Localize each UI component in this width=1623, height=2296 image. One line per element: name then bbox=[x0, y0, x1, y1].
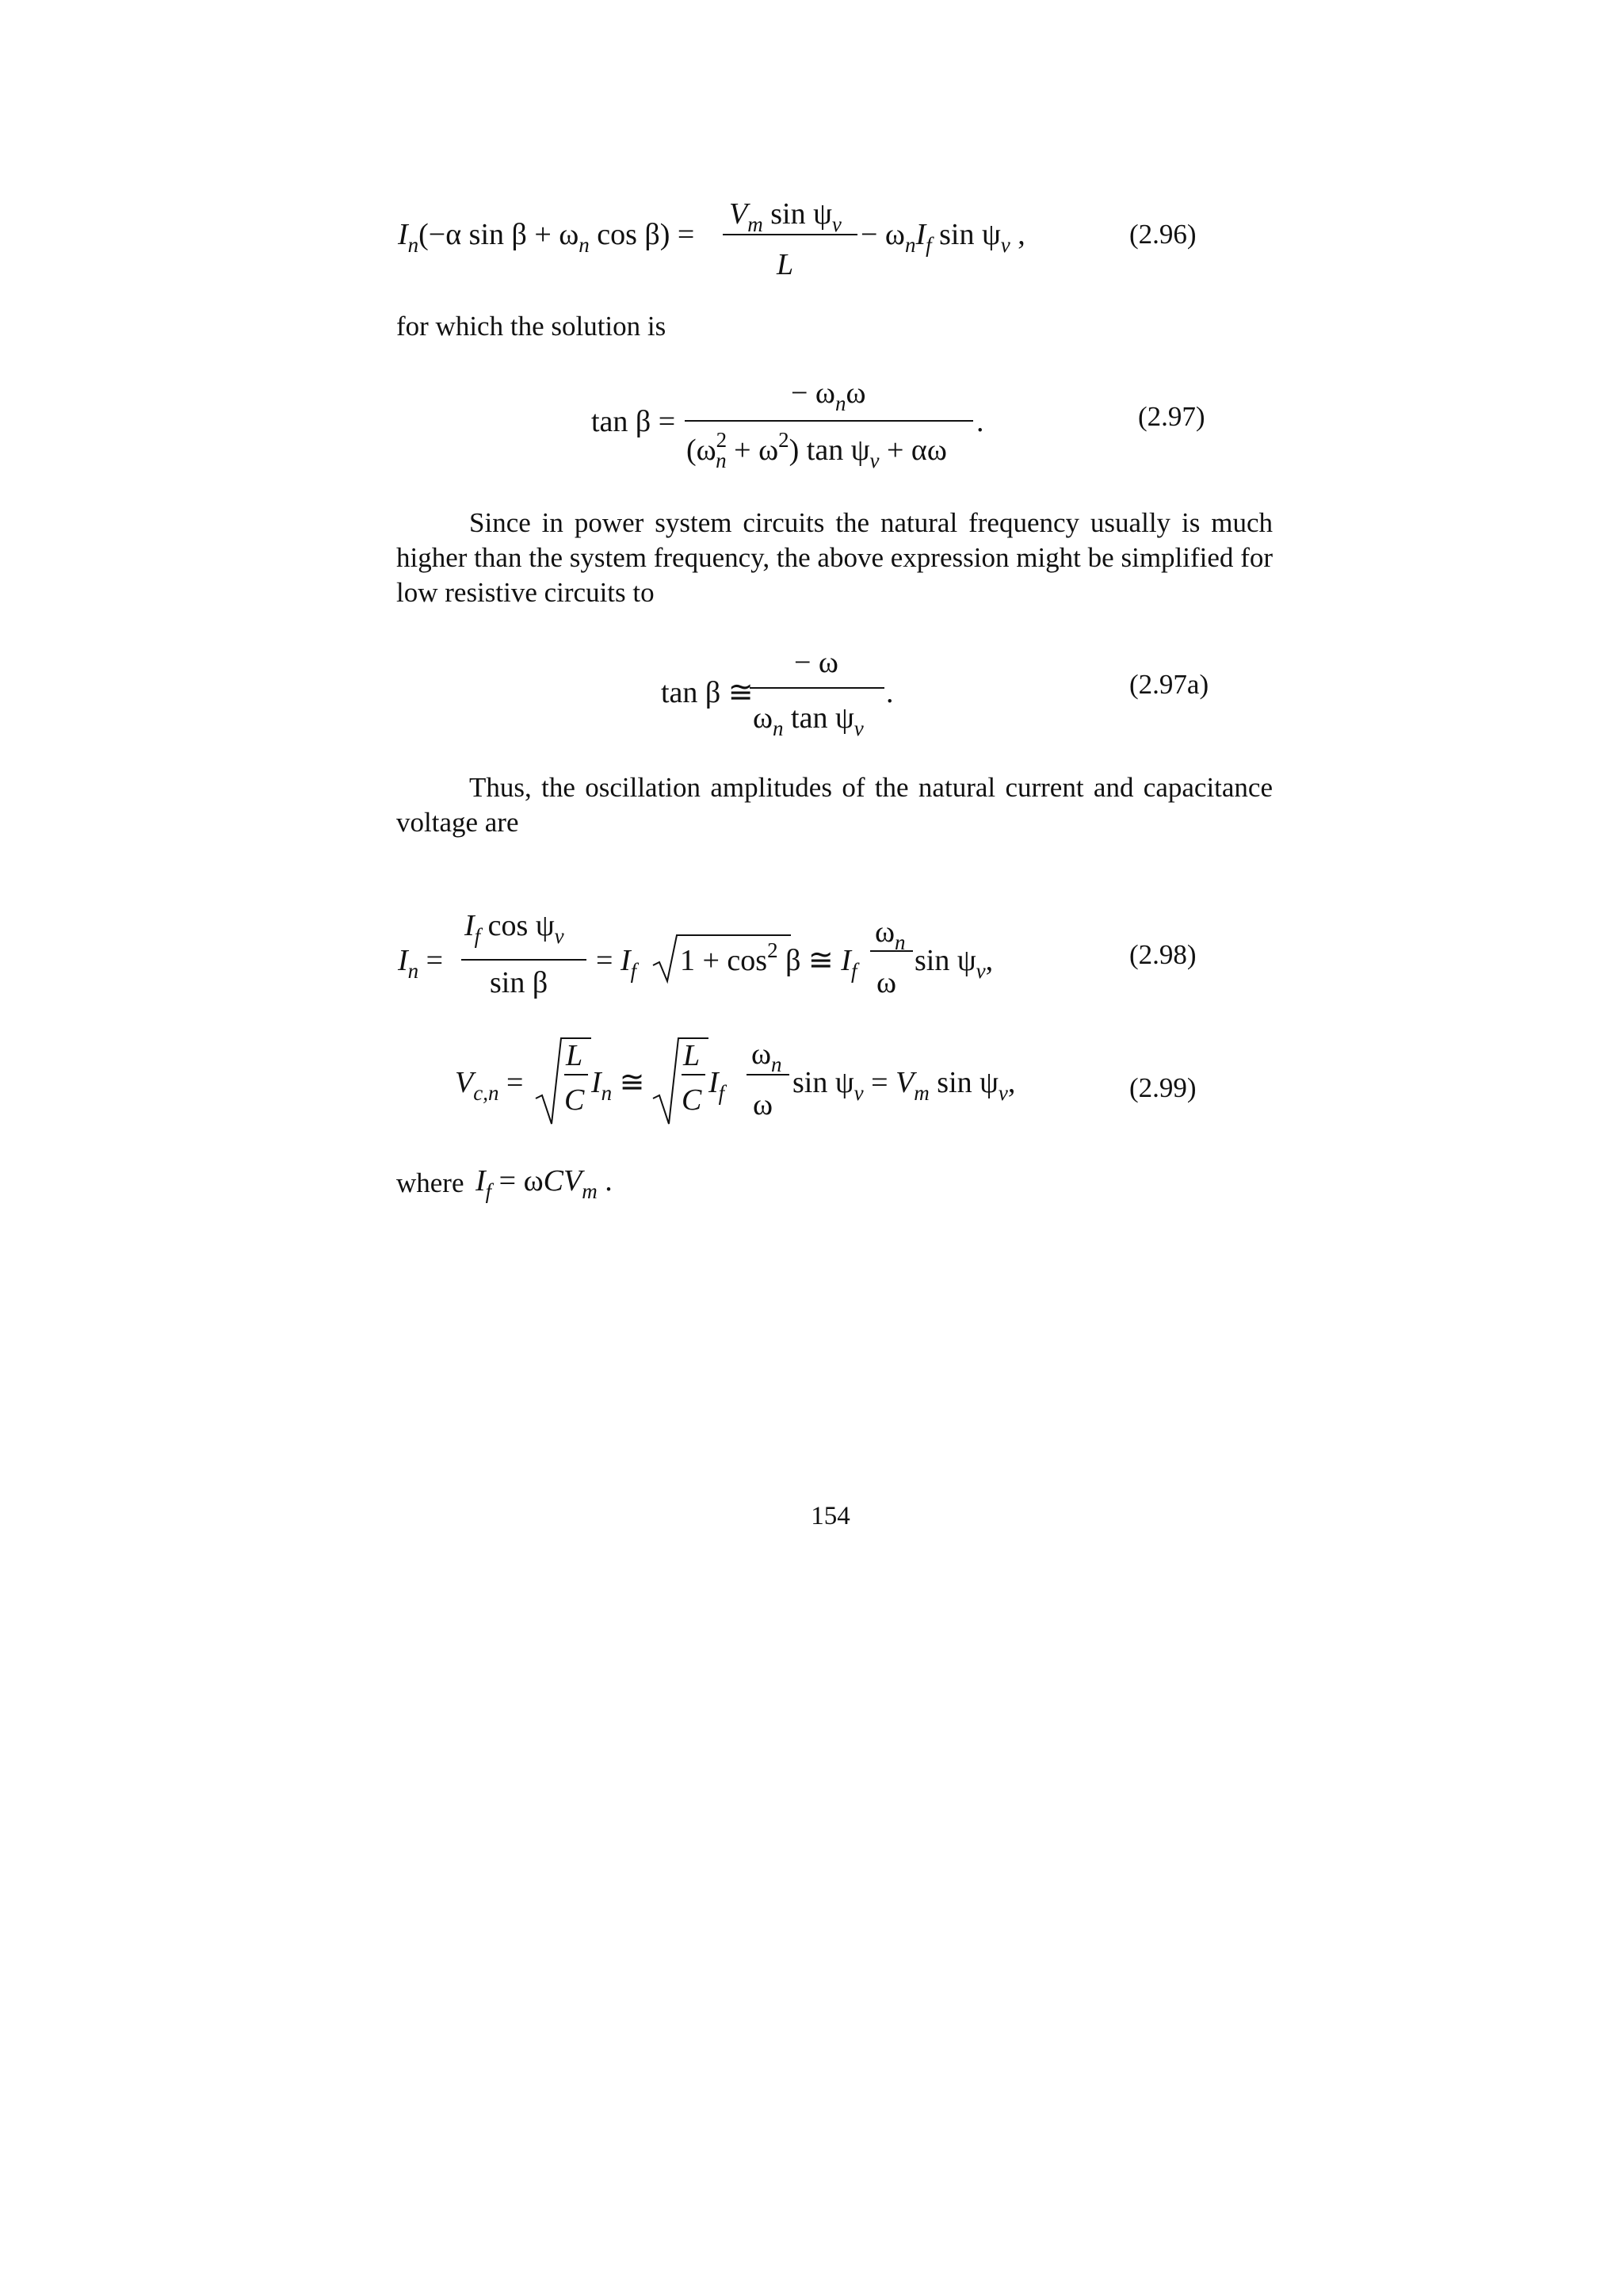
svg-text:sin ψv = Vm sin ψv,: $\sin \psi_v = V_m$ $\sin \psi_v$, bbox=[792, 1066, 1016, 1105]
svg-text:ω: ω bbox=[753, 1088, 773, 1121]
equation-2-97a bbox=[650, 640, 919, 743]
paragraph-solution-intro: for which the solution is bbox=[396, 311, 666, 342]
paragraph-oscillation-amplitudes bbox=[396, 770, 1273, 840]
svg-text:C: C bbox=[682, 1083, 702, 1117]
equation-2-97 bbox=[579, 372, 1022, 476]
svg-text:L: L bbox=[683, 1039, 701, 1072]
equation-number-2-96: (2.96) bbox=[1129, 219, 1197, 250]
svg-text:tan β ≅: tan β ≅ bbox=[661, 676, 754, 709]
svg-text:L: L bbox=[777, 248, 794, 281]
where-prefix: where bbox=[396, 1167, 464, 1198]
svg-text:.: . bbox=[886, 676, 894, 709]
svg-text:sin β: sin β bbox=[490, 966, 548, 999]
svg-text:If: $I_f$ bbox=[708, 1066, 725, 1105]
svg-text:− ωnω: − $\omega_n\omega$ bbox=[791, 376, 866, 415]
equation-number-2-98: (2.98) bbox=[1129, 939, 1197, 970]
svg-text:C: C bbox=[564, 1083, 585, 1117]
equation-number-2-99: (2.99) bbox=[1129, 1072, 1197, 1103]
svg-text:ωn tan ψv: $\omega_n$ $\tan \psi_v$ bbox=[753, 701, 864, 740]
svg-text:− ω: − ω bbox=[794, 646, 838, 679]
paragraph-natural-frequency bbox=[396, 506, 1273, 610]
svg-text:(ω2n + ω2) tan ψv + αω: ($\omega^2$ $n + \omega^2$) $\tan \psi_v + \alpha\omega$ bbox=[686, 428, 947, 472]
svg-text:L: L bbox=[566, 1039, 583, 1072]
svg-text:In(−α sin β + ωn cos β) =: $I_n(-\alpha$ $\sin \beta + \omega_n$ cos β) = bbox=[398, 218, 695, 257]
equation-2-98 bbox=[388, 904, 1070, 1014]
svg-text:Vc,n =: $V_{c,n}$ = bbox=[455, 1066, 524, 1105]
equation-if-definition bbox=[475, 1159, 666, 1214]
svg-text:sin ψv,: $\sin \psi_v$, bbox=[915, 944, 994, 983]
svg-text:tan β =: tan β = bbox=[591, 405, 676, 438]
equation-number-2-97: (2.97) bbox=[1138, 401, 1205, 432]
equation-number-2-97a: (2.97a) bbox=[1129, 669, 1209, 700]
paragraph-natural-frequency-text: Since in power system circuits the natural frequency usually is much higher than the system frequency, the above expression might be simplified for low resistive circuits to bbox=[396, 507, 1273, 608]
svg-text:Vm sin ψv: $V_m$ $\sin \psi_v$ bbox=[729, 197, 842, 236]
svg-text:ωn: $\omega_n$ bbox=[875, 915, 906, 954]
svg-text:If cos ψv: $I_f$ $\cos \psi_v$ bbox=[464, 909, 564, 948]
svg-text:= If: = $I_f$ bbox=[596, 944, 637, 983]
equation-2-96 bbox=[380, 182, 1094, 285]
svg-text:ωn: $\omega_n$ bbox=[751, 1037, 782, 1076]
svg-text:.: . bbox=[976, 405, 984, 438]
paragraph-oscillation-amplitudes-text: Thus, the oscillation amplitudes of the natural current and capacitance voltage are bbox=[396, 772, 1273, 838]
page-number: 154 bbox=[811, 1502, 850, 1530]
svg-text:− ωnIf sin ψv ,: − $\omega_nI_f$ $\sin \psi_v$ , bbox=[861, 218, 1025, 257]
equation-2-99 bbox=[444, 1022, 1078, 1133]
svg-text:ω: ω bbox=[876, 966, 897, 999]
svg-text:In =: $I_n$ = bbox=[398, 944, 444, 983]
svg-text:1 + cos2 β ≅ If: $1 + \cos^2 \beta$ ≅ $I_f$ bbox=[680, 938, 857, 983]
svg-text:If = ωCVm .: $I_f = \omega CV_m$ . bbox=[475, 1164, 613, 1203]
svg-text:In ≅: $I_n$ ≅ bbox=[591, 1066, 645, 1105]
